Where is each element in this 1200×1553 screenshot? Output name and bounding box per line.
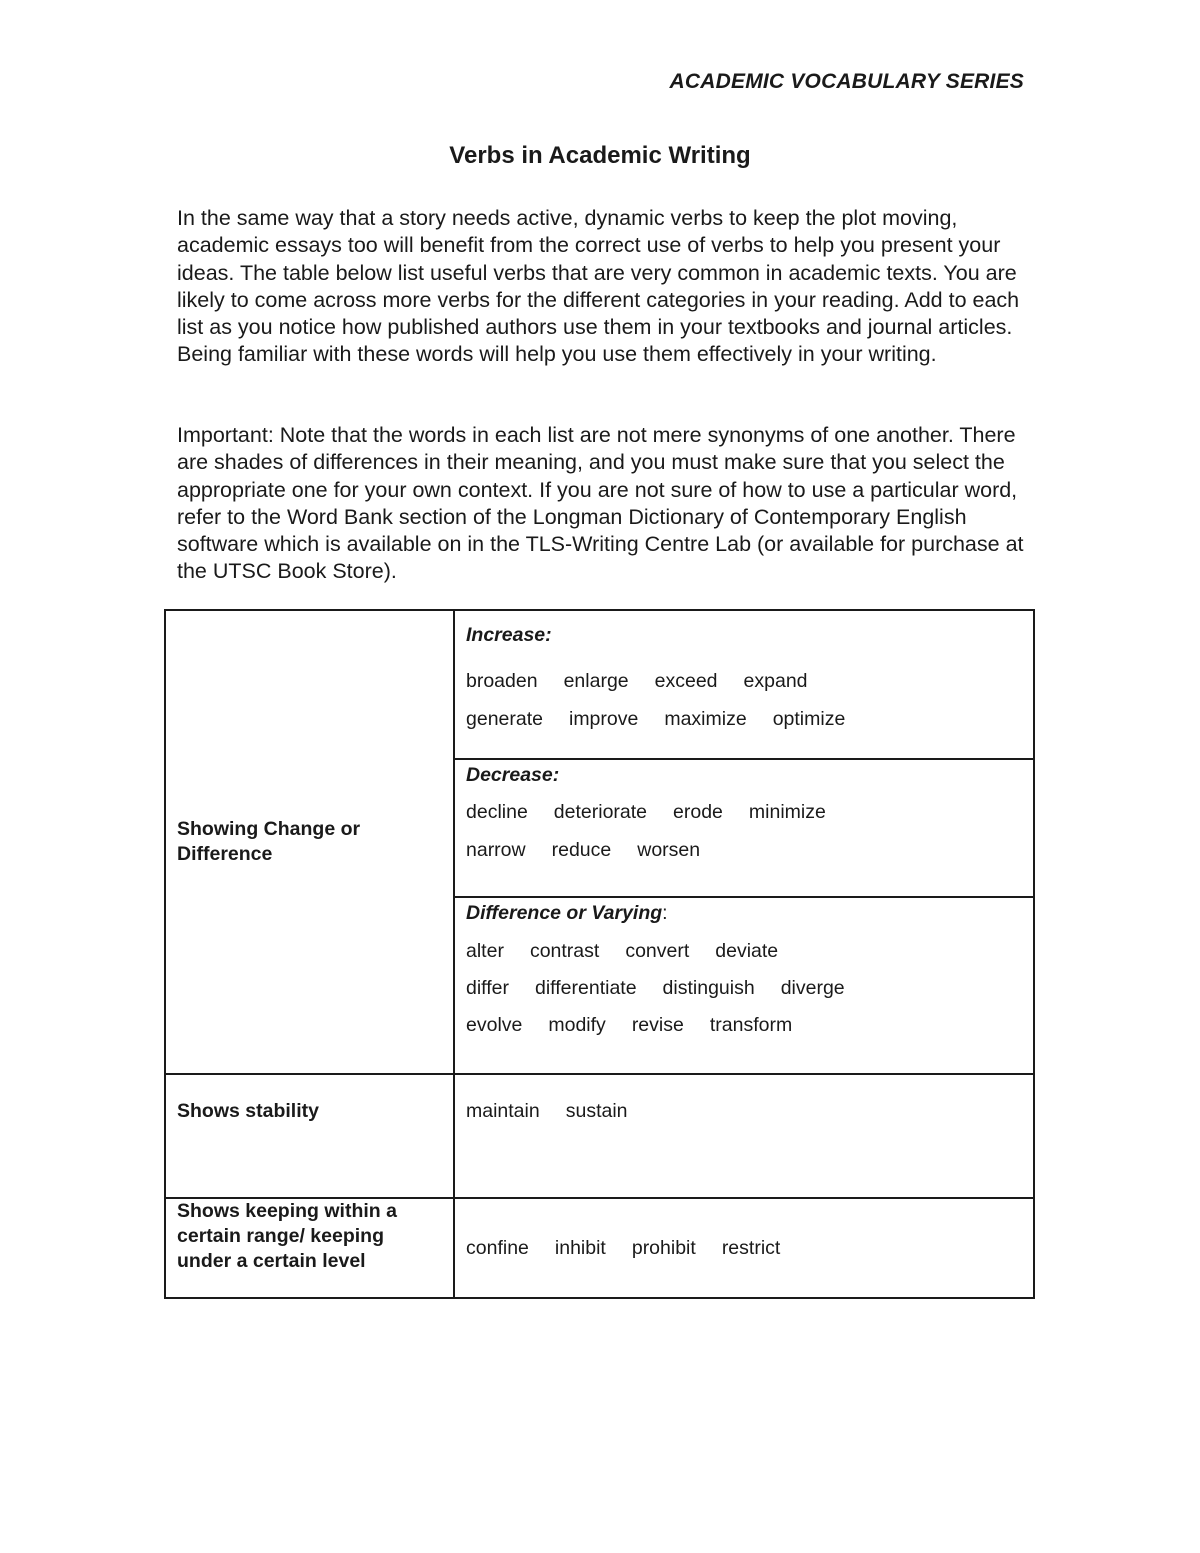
verb-word: transform — [709, 1014, 793, 1036]
word-row — [466, 1013, 1033, 1037]
verb-word: improve — [568, 708, 639, 730]
word-row — [466, 707, 1033, 731]
category-cell-stability — [165, 1074, 454, 1198]
verb-word: confine — [466, 1237, 529, 1259]
difference-heading: Difference or Varying — [466, 902, 663, 924]
verb-word: deteriorate — [553, 801, 648, 823]
difference-colon: : — [662, 902, 668, 924]
verb-word: alter — [466, 940, 504, 962]
verb-word: exceed — [654, 670, 718, 692]
word-row — [466, 939, 1033, 963]
verb-word: decline — [466, 801, 528, 823]
verb-word: worsen — [637, 839, 701, 861]
category-label: Shows keeping within a certain range/ keeping under a certain level — [177, 1200, 397, 1272]
decrease-cell — [454, 759, 1034, 897]
verb-word: diverge — [780, 977, 845, 999]
important-paragraph: Important: Note that the words in each list are not mere synonyms of one another. There are shades of differences in their meaning, and you must make sure that you select the appropriate one for your own context. If you are not sure of how to use a particular word, refer to the Word Bank section of the Longman Dictionary of Contemporary English software which is available on in the TLS-Writing Centre Lab (or available for purchase at the UTSC Book Store). — [177, 423, 1024, 584]
table-row — [165, 1074, 1034, 1198]
verb-word: maximize — [664, 708, 747, 730]
verb-word: enlarge — [563, 670, 629, 692]
verb-word: convert — [625, 940, 690, 962]
verb-word: prohibit — [631, 1237, 696, 1259]
verb-word: generate — [466, 708, 543, 730]
verb-word: expand — [743, 670, 808, 692]
word-row — [466, 976, 1033, 1000]
verb-word: revise — [631, 1014, 684, 1036]
increase-cell — [454, 610, 1034, 759]
verb-word: minimize — [748, 801, 826, 823]
verb-word: differentiate — [535, 977, 637, 999]
word-row — [466, 669, 1033, 693]
intro-paragraph: In the same way that a story needs active, dynamic verbs to keep the plot moving, academic essays too will benefit from the correct use of verbs to help you present your ideas. The table below list useful verbs that are very common in academic texts. You are likely to come across more verbs for the different categories in your reading. Add to each list as you notice how published authors use them in your textbooks and journal articles. Being familiar with these words will help you use them effectively in your writing. — [177, 206, 1020, 367]
category-label: Shows stability — [177, 1100, 319, 1122]
category-cell-range — [165, 1198, 454, 1298]
increase-heading: Increase: — [466, 624, 552, 646]
page-title: Verbs in Academic Writing — [449, 142, 751, 169]
verb-word: differ — [466, 977, 509, 999]
verb-word: narrow — [466, 839, 526, 861]
verb-word: maintain — [466, 1100, 540, 1122]
word-row — [466, 1236, 1033, 1260]
series-header: ACADEMIC VOCABULARY SERIES — [669, 70, 1024, 93]
verbs-table — [164, 609, 1035, 1299]
verb-word: deviate — [715, 940, 779, 962]
difference-cell — [454, 897, 1034, 1074]
table-row — [165, 610, 1034, 759]
word-row — [466, 1099, 1033, 1123]
verb-word: distinguish — [662, 977, 755, 999]
word-row — [466, 800, 1033, 824]
verb-word: reduce — [551, 839, 612, 861]
category-cell-change — [165, 610, 454, 1074]
range-cell — [454, 1198, 1034, 1298]
verb-word: restrict — [721, 1237, 781, 1259]
verb-word: evolve — [466, 1014, 523, 1036]
decrease-heading: Decrease: — [466, 764, 560, 786]
verb-word: erode — [673, 801, 723, 823]
verb-word: sustain — [565, 1100, 628, 1122]
stability-cell — [454, 1074, 1034, 1198]
category-label: Showing Change or Difference — [177, 818, 361, 865]
verb-word: inhibit — [554, 1237, 606, 1259]
word-row — [466, 838, 1033, 862]
verb-word: contrast — [529, 940, 600, 962]
verb-word: modify — [548, 1014, 606, 1036]
verb-word: optimize — [772, 708, 846, 730]
verb-word: broaden — [466, 670, 538, 692]
table-row — [165, 1198, 1034, 1298]
